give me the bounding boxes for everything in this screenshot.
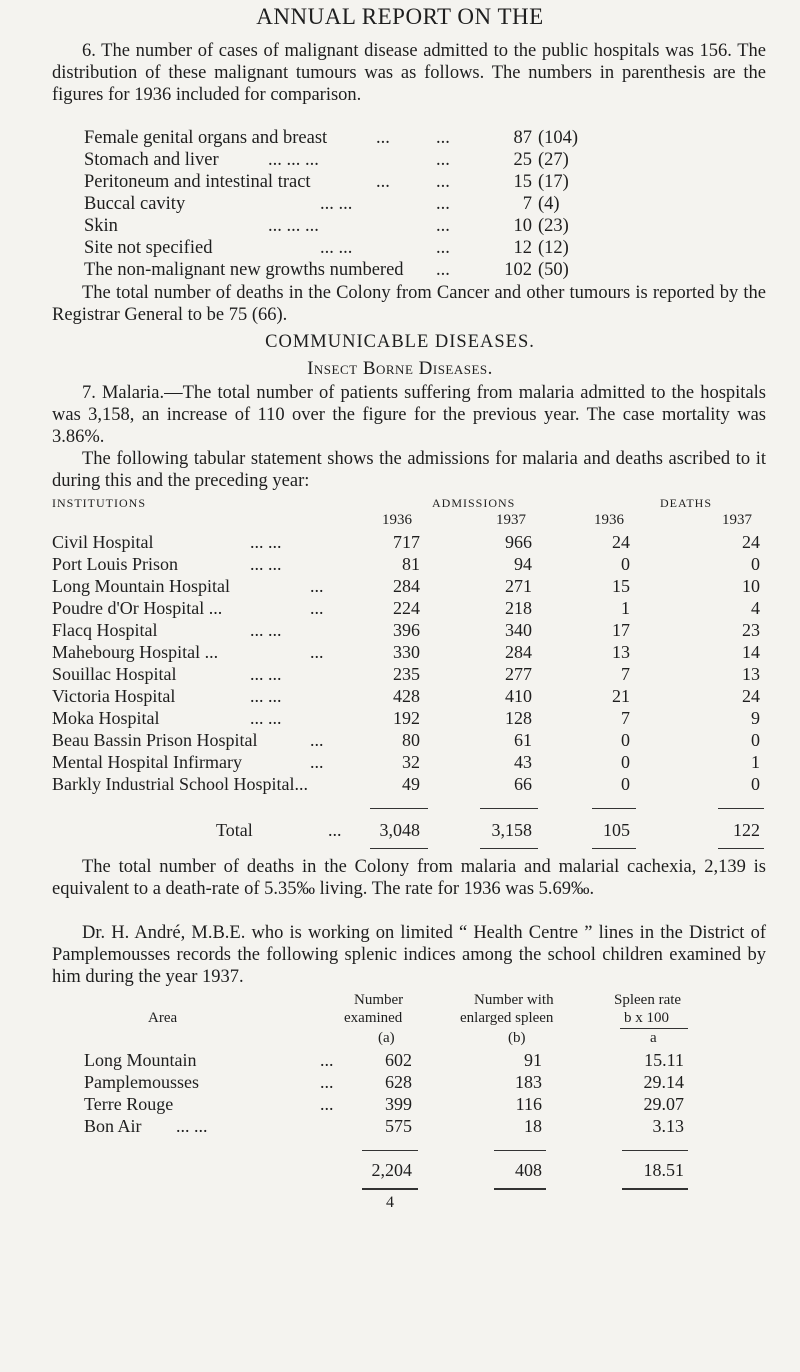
row-leader: ... xyxy=(328,820,342,840)
list-item-previous: (23) xyxy=(538,216,569,236)
row-leader: ... xyxy=(310,576,324,596)
list-item xyxy=(84,216,724,238)
list-item xyxy=(84,194,724,216)
admissions-1937: 271 xyxy=(505,576,532,596)
column-rule xyxy=(362,1188,418,1190)
admissions-1937: 61 xyxy=(514,730,532,750)
total-admissions-1936: 3,048 xyxy=(379,820,420,840)
column-rule xyxy=(718,848,764,849)
row-leader: ... xyxy=(310,730,324,750)
table-row xyxy=(0,664,800,686)
deaths-1936: 0 xyxy=(621,554,630,574)
deaths-1936: 0 xyxy=(621,752,630,772)
institution-name: Flacq Hospital xyxy=(52,620,158,640)
column-header-admissions: ADMISSIONS xyxy=(432,496,516,510)
column-header-number: Number xyxy=(354,992,404,1008)
deaths-1936: 0 xyxy=(621,774,630,794)
list-item-leader: ... ... xyxy=(320,238,353,258)
spleen-rate: 15.11 xyxy=(644,1050,684,1070)
deaths-1937: 24 xyxy=(742,686,760,706)
year-header: 1936 xyxy=(594,512,624,528)
table-total-row xyxy=(0,820,800,842)
table-row xyxy=(0,1116,800,1138)
area-name: Long Mountain xyxy=(84,1050,197,1070)
row-leader: ... ... xyxy=(250,554,282,574)
column-header-deaths: DEATHS xyxy=(660,496,713,510)
admissions-1936: 32 xyxy=(402,752,420,772)
row-leader: ... xyxy=(310,598,324,618)
institution-name: Barkly Industrial School Hospital... xyxy=(52,774,308,794)
admissions-1937: 284 xyxy=(505,642,532,662)
column-header-rate-formula: b x 100 xyxy=(624,1010,669,1026)
deaths-1936: 21 xyxy=(612,686,630,706)
column-rule xyxy=(370,808,428,809)
column-rule xyxy=(370,848,428,849)
list-item-leader: ... xyxy=(376,128,390,148)
list-item xyxy=(84,260,724,282)
table-row xyxy=(0,708,800,730)
list-item-count: 102 xyxy=(504,260,532,280)
paragraph-malignant-disease: 6. The number of cases of malignant disease admitted to the public hospitals was 156. The distribution of these malignant tumours was as follows. The numbers in parenthesis are the figures for 1936 included for comparison. xyxy=(52,41,766,105)
heading-communicable-diseases: COMMUNICABLE DISEASES. xyxy=(265,332,535,352)
total-examined: 2,204 xyxy=(371,1160,412,1180)
column-header-number-with: Number with xyxy=(474,992,554,1008)
list-item-count: 15 xyxy=(513,172,532,192)
area-name: Terre Rouge xyxy=(84,1094,174,1114)
admissions-1936: 49 xyxy=(402,774,420,794)
row-leader: ... ... xyxy=(250,664,282,684)
admissions-1936: 428 xyxy=(393,686,420,706)
row-leader: ... ... xyxy=(250,620,282,640)
deaths-1937: 23 xyxy=(742,620,760,640)
admissions-1937: 966 xyxy=(505,532,532,552)
column-rule xyxy=(622,1150,688,1151)
total-label: Total xyxy=(216,820,253,840)
list-item-label: The non-malignant new growths numbered xyxy=(84,260,404,280)
page-number: 4 xyxy=(386,1194,394,1211)
deaths-1936: 0 xyxy=(621,730,630,750)
list-item xyxy=(84,128,724,150)
deaths-1937: 10 xyxy=(742,576,760,596)
list-item-previous: (104) xyxy=(538,128,579,148)
admissions-1936: 235 xyxy=(393,664,420,684)
number-enlarged: 116 xyxy=(515,1094,542,1114)
number-examined: 575 xyxy=(385,1116,412,1136)
institution-name: Civil Hospital xyxy=(52,532,154,552)
paragraph-cancer-deaths: The total number of deaths in the Colony from Cancer and other tumours is reported by the Registrar General to be 75 (66). xyxy=(52,283,766,325)
deaths-1937: 24 xyxy=(742,532,760,552)
list-item-label: Peritoneum and intestinal tract xyxy=(84,172,311,192)
list-item-count: 10 xyxy=(513,216,532,236)
deaths-1937: 0 xyxy=(751,774,760,794)
deaths-1937: 0 xyxy=(751,554,760,574)
list-item-previous: (17) xyxy=(538,172,569,192)
institution-name: Mahebourg Hospital ... xyxy=(52,642,219,662)
paragraph-splenic-indices: Dr. H. André, M.B.E. who is working on limited “ Health Centre ” lines in the District of Pamplemousses records the following splenic indices among the school children examined by him during the year 1937. xyxy=(52,923,766,987)
list-item-label: Buccal cavity xyxy=(84,194,186,214)
heading-insect-borne-diseases: Insect Borne Diseases. xyxy=(307,358,493,379)
column-header-enlarged-spleen: enlarged spleen xyxy=(460,1010,554,1026)
area-name: Bon Air xyxy=(84,1116,142,1136)
list-item-previous: (4) xyxy=(538,194,560,214)
list-item-label: Skin xyxy=(84,216,118,236)
admissions-1936: 330 xyxy=(393,642,420,662)
list-item-count: 87 xyxy=(513,128,532,148)
year-header: 1936 xyxy=(382,512,412,528)
deaths-1937: 1 xyxy=(751,752,760,772)
list-item-leader: ... xyxy=(376,172,390,192)
list-item-count: 25 xyxy=(513,150,532,170)
table-row xyxy=(0,774,800,796)
paragraph-malaria-deaths: The total number of deaths in the Colony from malaria and malarial cachexia, 2,139 is equivalent to a death-rate of 5.35‰ living. The rate for 1936 was 5.69‰. xyxy=(52,857,766,899)
table-row xyxy=(0,1050,800,1072)
list-item-leader: ... xyxy=(436,150,450,170)
table-row xyxy=(0,1094,800,1116)
spleen-rate: 29.07 xyxy=(643,1094,684,1114)
deaths-1937: 0 xyxy=(751,730,760,750)
column-rule xyxy=(494,1150,546,1151)
admissions-1936: 192 xyxy=(393,708,420,728)
admissions-1937: 128 xyxy=(505,708,532,728)
admissions-1936: 81 xyxy=(402,554,420,574)
list-item-previous: (50) xyxy=(538,260,569,280)
total-deaths-1936: 105 xyxy=(603,820,630,840)
number-examined: 399 xyxy=(385,1094,412,1114)
admissions-1937: 340 xyxy=(505,620,532,640)
deaths-1937: 9 xyxy=(751,708,760,728)
row-leader: ... xyxy=(320,1072,334,1092)
institution-name: Victoria Hospital xyxy=(52,686,176,706)
year-header: 1937 xyxy=(496,512,526,528)
institution-name: Poudre d'Or Hospital ... xyxy=(52,598,223,618)
deaths-1937: 13 xyxy=(742,664,760,684)
admissions-1937: 43 xyxy=(514,752,532,772)
column-header-examined: examined xyxy=(344,1010,403,1026)
total-spleen-rate: 18.51 xyxy=(643,1160,684,1180)
list-item-leader: ... xyxy=(436,216,450,236)
table-row xyxy=(0,730,800,752)
column-header-institutions: INSTITUTIONS xyxy=(52,496,146,510)
total-deaths-1937: 122 xyxy=(733,820,760,840)
admissions-1936: 717 xyxy=(393,532,420,552)
list-item xyxy=(84,150,724,172)
total-admissions-1937: 3,158 xyxy=(491,820,532,840)
list-item-label: Site not specified xyxy=(84,238,213,258)
deaths-1936: 17 xyxy=(612,620,630,640)
list-item-count: 7 xyxy=(522,194,532,214)
sub-header-rate-denominator: a xyxy=(650,1030,657,1046)
institution-name: Long Mountain Hospital xyxy=(52,576,230,596)
table-row xyxy=(0,620,800,642)
deaths-1937: 14 xyxy=(742,642,760,662)
list-item-leader: ... xyxy=(436,128,450,148)
row-leader: ... ... xyxy=(250,708,282,728)
institution-name: Moka Hospital xyxy=(52,708,160,728)
list-item-leader: ... ... ... xyxy=(268,150,319,170)
sub-header-b: (b) xyxy=(508,1030,526,1046)
running-head: ANNUAL REPORT ON THE xyxy=(256,4,544,29)
institution-name: Port Louis Prison xyxy=(52,554,179,574)
column-rule xyxy=(480,848,538,849)
number-enlarged: 91 xyxy=(524,1050,542,1070)
admissions-1936: 224 xyxy=(393,598,420,618)
admissions-1937: 277 xyxy=(505,664,532,684)
deaths-1936: 13 xyxy=(612,642,630,662)
column-header-area: Area xyxy=(148,1010,178,1026)
deaths-1936: 7 xyxy=(621,708,630,728)
row-leader: ... ... xyxy=(250,686,282,706)
deaths-1936: 1 xyxy=(621,598,630,618)
institution-name: Beau Bassin Prison Hospital xyxy=(52,730,258,750)
table-total-row xyxy=(0,1160,800,1182)
institution-name: Mental Hospital Infirmary xyxy=(52,752,242,772)
deaths-1936: 24 xyxy=(612,532,630,552)
year-header: 1937 xyxy=(722,512,752,528)
paragraph-tabular-statement: The following tabular statement shows the admissions for malaria and deaths ascribed to it during this and the preceding year: xyxy=(52,449,766,491)
row-leader: ... xyxy=(310,642,324,662)
admissions-1936: 80 xyxy=(402,730,420,750)
admissions-1936: 284 xyxy=(393,576,420,596)
row-leader: ... xyxy=(320,1050,334,1070)
row-leader: ... xyxy=(320,1094,334,1114)
deaths-1936: 15 xyxy=(612,576,630,596)
list-item-count: 12 xyxy=(513,238,532,258)
total-enlarged: 408 xyxy=(515,1160,542,1180)
list-item-leader: ... xyxy=(436,194,450,214)
list-item xyxy=(84,238,724,260)
admissions-1937: 94 xyxy=(514,554,532,574)
column-rule xyxy=(592,808,636,809)
list-item-leader: ... xyxy=(436,172,450,192)
list-item-leader: ... xyxy=(436,238,450,258)
column-rule xyxy=(622,1188,688,1190)
table-row xyxy=(0,1072,800,1094)
table-row xyxy=(0,686,800,708)
paragraph-malaria: 7. Malaria.—The total number of patients suffering from malaria admitted to the hospitals was 3,158, an increase of 110 over the figure for the previous year. The case mortality was 3.86%. xyxy=(52,383,766,447)
spleen-rate: 29.14 xyxy=(643,1072,684,1092)
list-item-previous: (12) xyxy=(538,238,569,258)
list-item-leader: ... ... xyxy=(320,194,353,214)
row-leader: ... ... xyxy=(250,532,282,552)
list-item-label: Female genital organs and breast xyxy=(84,128,328,148)
list-item-leader: ... ... ... xyxy=(268,216,319,236)
column-rule xyxy=(362,1150,418,1151)
admissions-1937: 66 xyxy=(514,774,532,794)
area-name: Pamplemousses xyxy=(84,1072,199,1092)
table-row xyxy=(0,642,800,664)
column-rule xyxy=(494,1188,546,1190)
column-rule xyxy=(592,848,636,849)
table-row xyxy=(0,598,800,620)
number-enlarged: 18 xyxy=(524,1116,542,1136)
list-item-previous: (27) xyxy=(538,150,569,170)
row-leader: ... xyxy=(310,752,324,772)
admissions-1936: 396 xyxy=(393,620,420,640)
admissions-1937: 410 xyxy=(505,686,532,706)
table-row xyxy=(0,554,800,576)
admissions-1937: 218 xyxy=(505,598,532,618)
number-examined: 628 xyxy=(385,1072,412,1092)
table-row xyxy=(0,532,800,554)
table-row xyxy=(0,752,800,774)
fraction-bar xyxy=(620,1028,688,1029)
institution-name: Souillac Hospital xyxy=(52,664,177,684)
list-item xyxy=(84,172,724,194)
spleen-rate: 3.13 xyxy=(652,1116,684,1136)
deaths-1937: 4 xyxy=(751,598,760,618)
table-row xyxy=(0,576,800,598)
column-rule xyxy=(718,808,764,809)
sub-header-a: (a) xyxy=(378,1030,395,1046)
column-header-spleen-rate: Spleen rate xyxy=(614,992,682,1008)
row-leader: ... ... xyxy=(176,1116,208,1136)
number-enlarged: 183 xyxy=(515,1072,542,1092)
deaths-1936: 7 xyxy=(621,664,630,684)
number-examined: 602 xyxy=(385,1050,412,1070)
list-item-leader: ... xyxy=(436,260,450,280)
list-item-label: Stomach and liver xyxy=(84,150,219,170)
column-rule xyxy=(480,808,538,809)
